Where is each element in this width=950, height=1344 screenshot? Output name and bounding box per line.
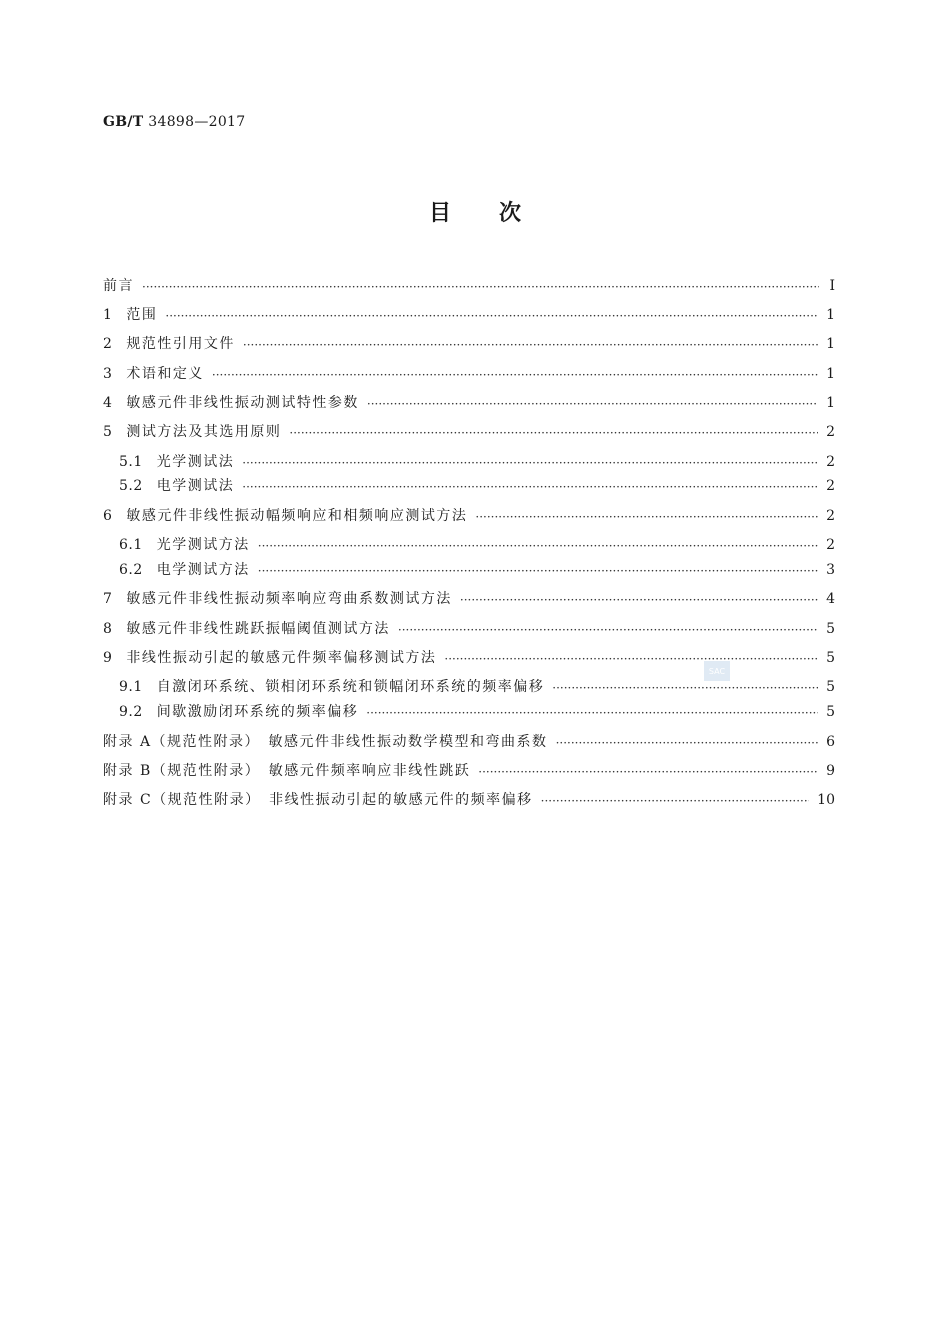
toc-entry-page: 2 xyxy=(826,478,835,494)
toc-entry-title: 附录 C（规范性附录） 非线性振动引起的敏感元件的频率偏移 xyxy=(103,792,533,808)
toc-entry-title: 范围 xyxy=(126,307,158,323)
toc-entry-title: 敏感元件非线性振动频率响应弯曲系数测试方法 xyxy=(126,591,452,607)
toc-entry[interactable] xyxy=(119,698,835,722)
watermark-text: SAC xyxy=(708,666,726,676)
toc-dot-leader xyxy=(367,395,818,413)
toc-entry-title: 光学测试法 xyxy=(156,454,235,470)
toc-entry-number: 2 xyxy=(103,336,113,352)
toc-entry[interactable] xyxy=(103,615,835,639)
toc-entry-title: 敏感元件非线性振动测试特性参数 xyxy=(126,395,359,411)
toc-entry-page: 1 xyxy=(826,366,835,382)
toc-entry-page: 5 xyxy=(826,650,835,666)
toc-entry-number: 6 xyxy=(103,508,113,524)
toc-dot-leader xyxy=(165,307,818,325)
toc-entry[interactable] xyxy=(103,301,835,325)
toc-entry-page: 2 xyxy=(826,537,835,553)
toc-dot-leader xyxy=(212,366,818,384)
toc-title: 目次 xyxy=(428,201,569,226)
toc-entry-page: 5 xyxy=(826,621,835,637)
toc-entry-number: 6.1 xyxy=(119,537,143,553)
toc-entry-number: 9.1 xyxy=(119,679,143,695)
toc-entry-number: 8 xyxy=(103,621,113,637)
standard-code-prefix: GB/T xyxy=(103,114,144,130)
toc-entry-number: 6.2 xyxy=(119,562,143,578)
toc-dot-leader xyxy=(366,704,818,722)
toc-entry[interactable] xyxy=(103,757,835,781)
toc-entry-number: 1 xyxy=(103,307,113,323)
toc-entry-page: 3 xyxy=(826,562,835,578)
toc-entry-page: 10 xyxy=(817,792,835,808)
toc-entry-title: 自激闭环系统、锁相闭环系统和锁幅闭环系统的频率偏移 xyxy=(156,679,545,695)
standard-code-number: 34898—2017 xyxy=(148,114,246,130)
toc-entry-number: 5.2 xyxy=(119,478,143,494)
toc-entry-title: 附录 B（规范性附录） 敏感元件频率响应非线性跳跃 xyxy=(103,763,471,779)
toc-entry-title: 电学测试方法 xyxy=(156,562,250,578)
toc-dot-leader xyxy=(444,650,818,668)
toc-dot-leader xyxy=(242,478,818,496)
toc-entry-title: 规范性引用文件 xyxy=(126,336,235,352)
toc-entry-title: 敏感元件非线性振动幅频响应和相频响应测试方法 xyxy=(126,508,468,524)
toc-entry-title: 光学测试方法 xyxy=(156,537,250,553)
toc-dot-leader xyxy=(242,454,818,472)
toc-entry[interactable] xyxy=(103,585,835,609)
toc-entry[interactable] xyxy=(119,472,835,496)
toc-entry[interactable] xyxy=(119,556,835,580)
toc-entry[interactable] xyxy=(103,418,835,442)
toc-entry[interactable] xyxy=(103,272,835,296)
toc-entry-page: Ⅰ xyxy=(829,278,835,294)
toc-entry[interactable] xyxy=(103,786,835,810)
toc-entry-page: 1 xyxy=(826,395,835,411)
toc-entry-page: 5 xyxy=(826,704,835,720)
toc-entry-title: 间歇激励闭环系统的频率偏移 xyxy=(156,704,359,720)
toc-entry-title: 测试方法及其选用原则 xyxy=(126,424,282,440)
toc-entry-page: 2 xyxy=(826,454,835,470)
toc-dot-leader xyxy=(398,621,818,639)
toc-entry-page: 9 xyxy=(826,763,835,779)
toc-entry-page: 1 xyxy=(826,336,835,352)
toc-entry[interactable] xyxy=(103,728,835,752)
toc-dot-leader xyxy=(556,734,819,752)
toc-entry-title: 术语和定义 xyxy=(126,366,204,382)
toc-dot-leader xyxy=(478,763,818,781)
sac-watermark xyxy=(704,661,730,681)
toc-entry-page: 2 xyxy=(826,508,835,524)
toc-dot-leader xyxy=(258,537,818,555)
toc-dot-leader xyxy=(460,591,818,609)
toc-entry-number: 9.2 xyxy=(119,704,143,720)
toc-entry[interactable] xyxy=(103,360,835,384)
toc-entry-title: 非线性振动引起的敏感元件频率偏移测试方法 xyxy=(126,650,437,666)
toc-entry-page: 4 xyxy=(826,591,835,607)
toc-entry[interactable] xyxy=(119,531,835,555)
toc-dot-leader xyxy=(475,508,818,526)
toc-entry-number: 4 xyxy=(103,395,113,411)
standard-code xyxy=(103,114,245,130)
toc-dot-leader xyxy=(243,336,818,354)
toc-entry-page: 6 xyxy=(826,734,835,750)
toc-entry[interactable] xyxy=(103,502,835,526)
toc-entry-number: 5.1 xyxy=(119,454,143,470)
toc-entry-number: 7 xyxy=(103,591,113,607)
toc-entry-page: 5 xyxy=(826,679,835,695)
toc-entry-title: 前言 xyxy=(103,278,134,294)
toc-entry-number: 5 xyxy=(103,424,113,440)
toc-entry-page: 2 xyxy=(826,424,835,440)
toc-entry-number: 9 xyxy=(103,650,113,666)
toc-dot-leader xyxy=(541,792,810,810)
toc-entry[interactable] xyxy=(103,389,835,413)
toc-entry-title: 电学测试法 xyxy=(156,478,235,494)
toc-dot-leader xyxy=(552,679,818,697)
toc-dot-leader xyxy=(142,278,819,296)
toc-entry[interactable] xyxy=(119,448,835,472)
toc-entry[interactable] xyxy=(103,330,835,354)
toc-entry-title: 附录 A（规范性附录） 敏感元件非线性振动数学模型和弯曲系数 xyxy=(103,734,548,750)
toc-entry-title: 敏感元件非线性跳跃振幅阈值测试方法 xyxy=(126,621,390,637)
toc-dot-leader xyxy=(289,424,818,442)
toc-dot-leader xyxy=(258,562,818,580)
toc-entry-page: 1 xyxy=(826,307,835,323)
toc-entry-number: 3 xyxy=(103,366,113,382)
